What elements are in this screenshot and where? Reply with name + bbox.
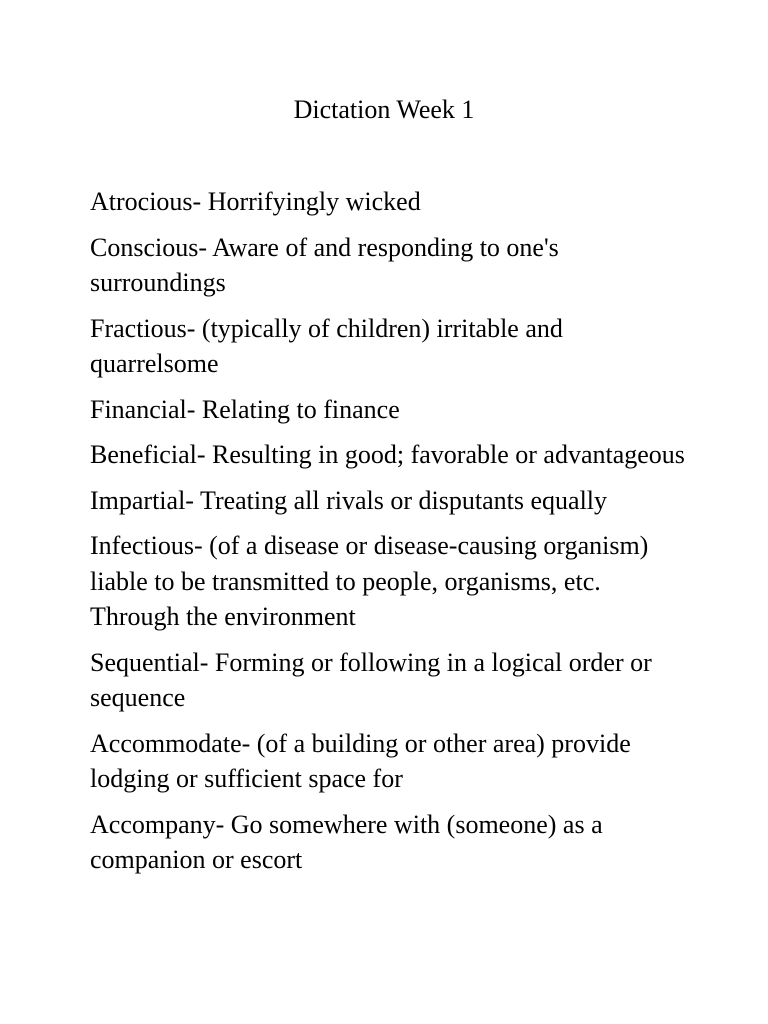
vocabulary-entry-atrocious: Atrocious- Horrifyingly wicked xyxy=(90,187,421,216)
vocabulary-entry-impartial: Impartial- Treating all rivals or disputants equally xyxy=(90,485,608,515)
vocabulary-entry-infectious: Infectious- (of a disease or disease-causing organism) liable to be transmitted to people, organisms, etc. Through the environment xyxy=(90,531,649,631)
vocabulary-list xyxy=(90,184,690,888)
vocabulary-entry-financial: Financial- Relating to finance xyxy=(90,394,400,424)
vocabulary-entry-beneficial: Beneficial- Resulting in good; favorable or advantageous xyxy=(90,440,685,469)
vocabulary-entry-conscious: Conscious- Aware of and responding to one's surroundings xyxy=(90,232,559,297)
document-title: Dictation Week 1 xyxy=(293,95,475,124)
vocabulary-entry-sequential: Sequential- Forming or following in a logical order or sequence xyxy=(90,647,652,712)
vocabulary-entry-fractious: Fractious- (typically of children) irritable and quarrelsome xyxy=(90,313,563,378)
vocabulary-entry-accompany: Accompany- Go somewhere with (someone) as a companion or escort xyxy=(90,809,603,874)
vocabulary-entry-accommodate: Accommodate- (of a building or other area) provide lodging or sufficient space for xyxy=(90,728,631,793)
